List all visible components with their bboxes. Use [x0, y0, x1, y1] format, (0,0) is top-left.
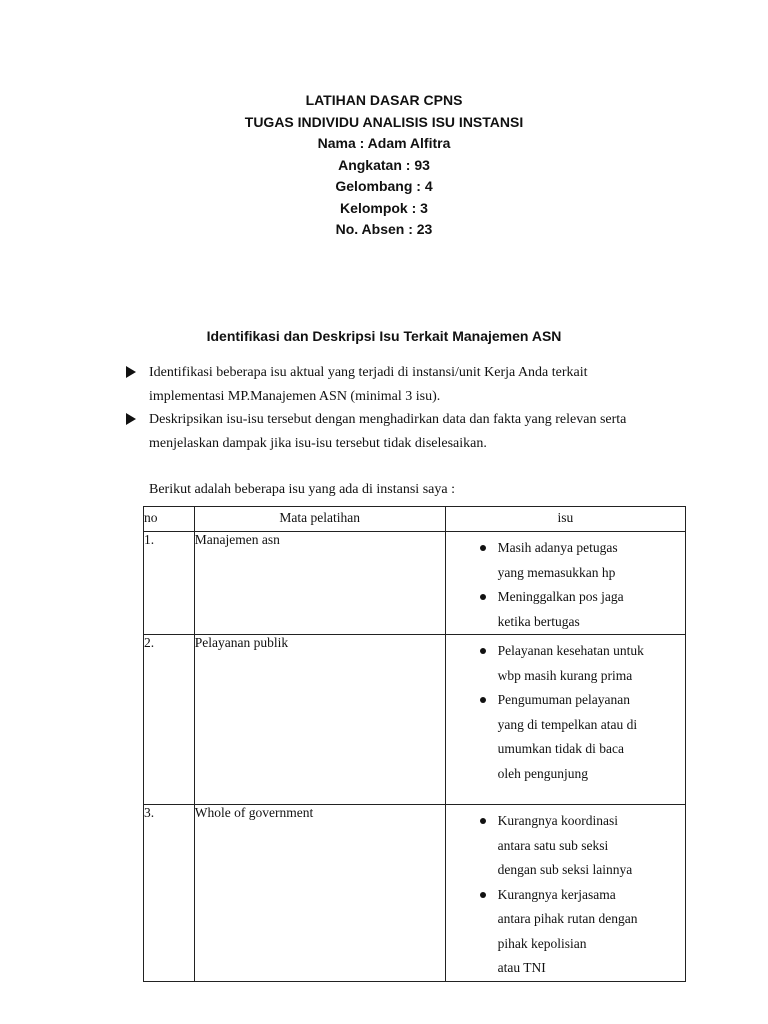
header-name: Nama : Adam Alfitra: [317, 135, 451, 151]
row-subject: Whole of government: [194, 805, 445, 982]
issue-line: ketika bertugas: [497, 613, 580, 629]
row-subject: Pelayanan publik: [194, 635, 445, 805]
bullet-dot-icon: [480, 892, 486, 898]
issue-line: Meninggalkan pos jaga: [497, 589, 624, 604]
bullet-dot-icon: [480, 648, 486, 654]
header-angkatan: Angkatan : 93: [338, 156, 430, 173]
instruction-line: menjelaskan dampak jika isu-isu tersebut tidak diselesaikan.: [149, 435, 487, 451]
issue-line: umumkan tidak di baca: [497, 741, 624, 756]
issue-item: [498, 883, 685, 981]
header-title: LATIHAN DASAR CPNS: [305, 92, 463, 108]
row-issues: [445, 635, 685, 805]
header-subject: Mata pelatihan: [194, 507, 445, 532]
table-row: [144, 532, 686, 635]
row-number: 3.: [144, 805, 195, 982]
issue-line: Pelayanan kesehatan untuk: [497, 643, 644, 658]
table-header-row: [144, 507, 686, 532]
issue-item: [498, 639, 685, 688]
instruction-list: [122, 361, 682, 455]
issue-item: [498, 585, 685, 634]
instruction-item: [122, 408, 682, 455]
header-no: no: [144, 507, 195, 532]
issue-item: [498, 809, 685, 883]
bullet-dot-icon: [480, 818, 486, 824]
header-subtitle: TUGAS INDIVIDU ANALISIS ISU INSTANSI: [244, 113, 524, 130]
issue-line: antara satu sub seksi: [497, 837, 609, 853]
arrow-bullet-icon: [126, 366, 136, 378]
issue-line: oleh pengunjung: [497, 765, 589, 781]
instruction-line: Deskripsikan isu-isu tersebut dengan menghadirkan data dan fakta yang relevan serta: [149, 412, 627, 427]
issue-table: [143, 506, 686, 982]
header-gelombang: Gelombang : 4: [335, 178, 433, 194]
bullet-dot-icon: [480, 545, 486, 551]
issue-line: pihak kepolisian: [497, 935, 587, 951]
table-row: [144, 805, 686, 982]
table-intro: Berikut adalah beberapa isu yang ada di instansi saya :: [149, 482, 455, 497]
issue-line: antara pihak rutan dengan: [497, 911, 638, 926]
section-title: Identifikasi dan Deskripsi Isu Terkait Manajemen ASN: [206, 328, 562, 344]
issue-line: Pengumuman pelayanan: [497, 692, 630, 707]
issue-line: atau TNI: [497, 960, 546, 975]
row-number: 1.: [144, 532, 195, 635]
header-issue: isu: [445, 507, 685, 532]
row-number: 2.: [144, 635, 195, 805]
issue-item: [498, 688, 685, 786]
issue-line: Kurangnya kerjasama: [497, 886, 616, 902]
issue-line: wbp masih kurang prima: [497, 667, 633, 683]
header-absen: No. Absen : 23: [335, 221, 433, 237]
arrow-bullet-icon: [126, 413, 136, 425]
header-kelompok: Kelompok : 3: [340, 199, 428, 216]
issue-line: yang di tempelkan atau di: [497, 716, 638, 732]
table-row: [144, 635, 686, 805]
bullet-dot-icon: [480, 697, 486, 703]
row-issues: [445, 805, 685, 982]
document-header: [0, 90, 768, 241]
issue-line: Masih adanya petugas: [497, 540, 618, 555]
instruction-line: implementasi MP.Manajemen ASN (minimal 3 isu).: [149, 388, 441, 404]
bullet-dot-icon: [480, 594, 486, 600]
issue-line: dengan sub seksi lainnya: [497, 862, 633, 877]
issue-line: Kurangnya koordinasi: [497, 813, 618, 828]
row-subject: Manajemen asn: [194, 532, 445, 635]
issue-line: yang memasukkan hp: [497, 564, 616, 580]
row-issues: [445, 532, 685, 635]
instruction-line: Identifikasi beberapa isu aktual yang terjadi di instansi/unit Kerja Anda terkait: [149, 365, 588, 380]
instruction-item: [122, 361, 682, 408]
issue-item: [498, 536, 685, 585]
